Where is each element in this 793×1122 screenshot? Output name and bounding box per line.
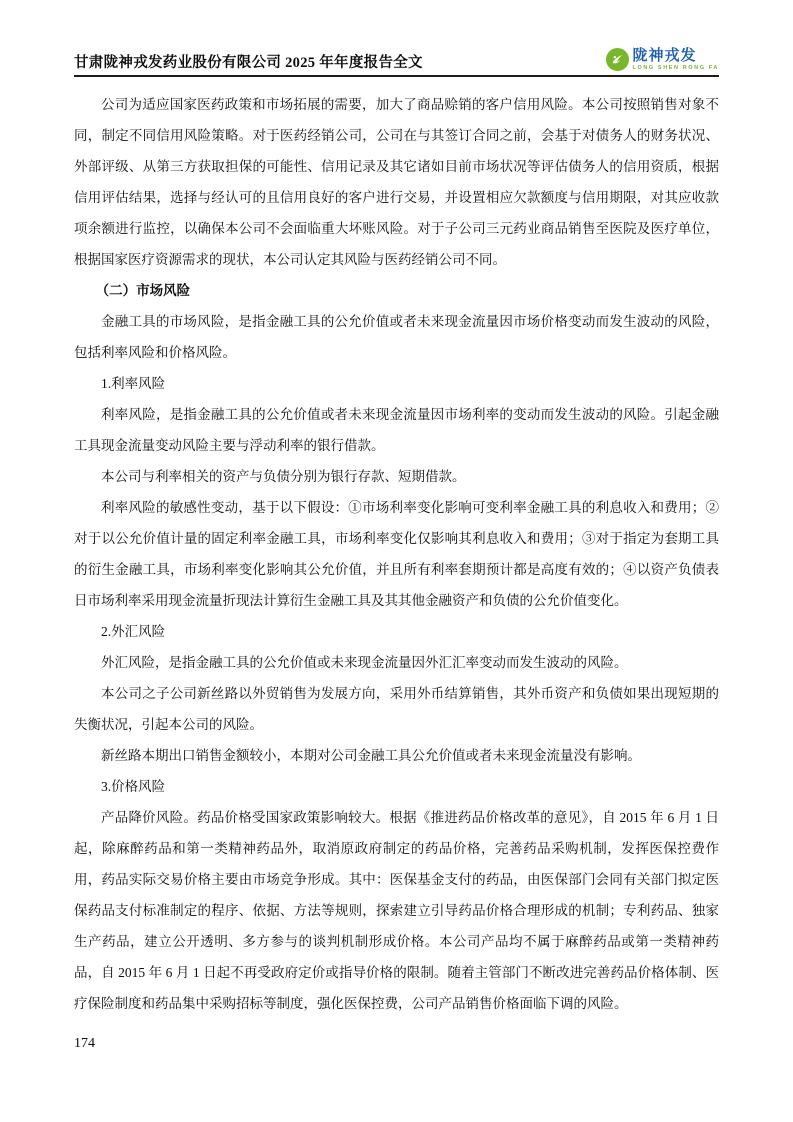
subheading-interest-rate-risk: 1.利率风险 xyxy=(101,376,166,391)
document-body xyxy=(74,77,719,1019)
page-header xyxy=(74,0,719,77)
heading-market-risk: （二）市场风险 xyxy=(95,283,191,298)
subheading-price-risk: 3.价格风险 xyxy=(101,779,166,794)
company-logo-icon xyxy=(606,48,629,71)
paragraph-interest-rate-sensitivity: 利率风险的敏感性变动，基于以下假设：①市场利率变化影响可变利率金融工具的利息收入和费用；②对于以公允价值计量的固定利率金融工具，市场利率变化仅影响其利息收入和费用；③对于指定为套期工具的衍生金融工具，市场利率变化影响其公允价值，并且所有利率套期预计都是高度有效的；④以资产负债表日市场利率采用现金流量折现法计算衍生金融工具及其其他金融资产和负债的公允价值变化。 xyxy=(74,500,719,608)
paragraph-fx-subsidiary: 本公司之子公司新丝路以外贸销售为发展方向，采用外币结算销售，其外币资产和负债如果出现短期的失衡状况，引起本公司的风险。 xyxy=(74,686,719,732)
subheading-foreign-exchange-risk: 2.外汇风险 xyxy=(101,624,166,639)
company-logo-text xyxy=(633,48,719,71)
paragraph-interest-rate-assets: 本公司与利率相关的资产与负债分别为银行存款、短期借款。 xyxy=(101,469,466,484)
paragraph-interest-rate-definition: 利率风险，是指金融工具的公允价值或者未来现金流量因市场利率的变动而发生波动的风险。引起金融工具现金流量变动风险主要与浮动利率的银行借款。 xyxy=(74,407,719,453)
company-logo-name: 陇神戎发 xyxy=(632,47,697,64)
paragraph-credit-risk: 公司为适应国家医药政策和市场拓展的需要，加大了商品赊销的客户信用风险。本公司按照销售对象不同，制定不同信用风险策略。对于医药经销公司，公司在与其签订合同之前，会基于对债务人的财务状况、外部评级、从第三方获取担保的可能性、信用记录及其它诸如目前市场状况等评估债务人的信用资质，根据信用评估结果，选择与经认可的且信用良好的客户进行交易，并设置相应欠款额度与信用期限，对其应收款项余额进行监控，以确保本公司不会面临重大坏账风险。对于子公司三元药业商品销售至医院及医疗单位，根据国家医疗资源需求的现状，本公司认定其风险与医药经销公司不同。 xyxy=(74,97,719,267)
report-title: 甘肃陇神戎发药业股份有限公司 2025 年年度报告全文 xyxy=(74,55,423,71)
paragraph-market-risk-definition: 金融工具的市场风险，是指金融工具的公允价值或者未来现金流量因市场价格变动而发生波动的风险，包括利率风险和价格风险。 xyxy=(74,314,719,360)
paragraph-price-risk: 产品降价风险。药品价格受国家政策影响较大。根据《推进药品价格改革的意见》，自 2015 年 6 月 1 日起，除麻醉药品和第一类精神药品外，取消原政府制定的药品价格，完善药品采购机制，发挥医保控费作用，药品实际交易价格主要由市场竞争形成。其中：医保基金支付的药品，由医保部门会同有关部门拟定医保药品支付标准制定的程序、依据、方法等规则，探索建立引导药品价格合理形成的机制；专利药品、独家生产药品，建立公开透明、多方参与的谈判机制形成价格。本公司产品均不属于麻醉药品或第一类精神药品，自 2015 年 6 月 1 日起不再受政府定价或指导价格的限制。随着主管部门不断改进完善药品价格体制、医疗保险制度和药品集中采购招标等制度，强化医保控费，公司产品销售价格面临下调的风险。 xyxy=(74,810,719,1011)
paragraph-fx-impact: 新丝路本期出口销售金额较小，本期对公司金融工具公允价值或者未来现金流量没有影响。 xyxy=(101,748,641,763)
paragraph-fx-risk-definition: 外汇风险，是指金融工具的公允价值或未来现金流量因外汇汇率变动而发生波动的风险。 xyxy=(101,655,628,670)
company-logo xyxy=(606,48,719,72)
page-number: 174 xyxy=(74,1036,95,1051)
company-logo-subtext: LONG SHEN RONG FA xyxy=(632,64,719,71)
